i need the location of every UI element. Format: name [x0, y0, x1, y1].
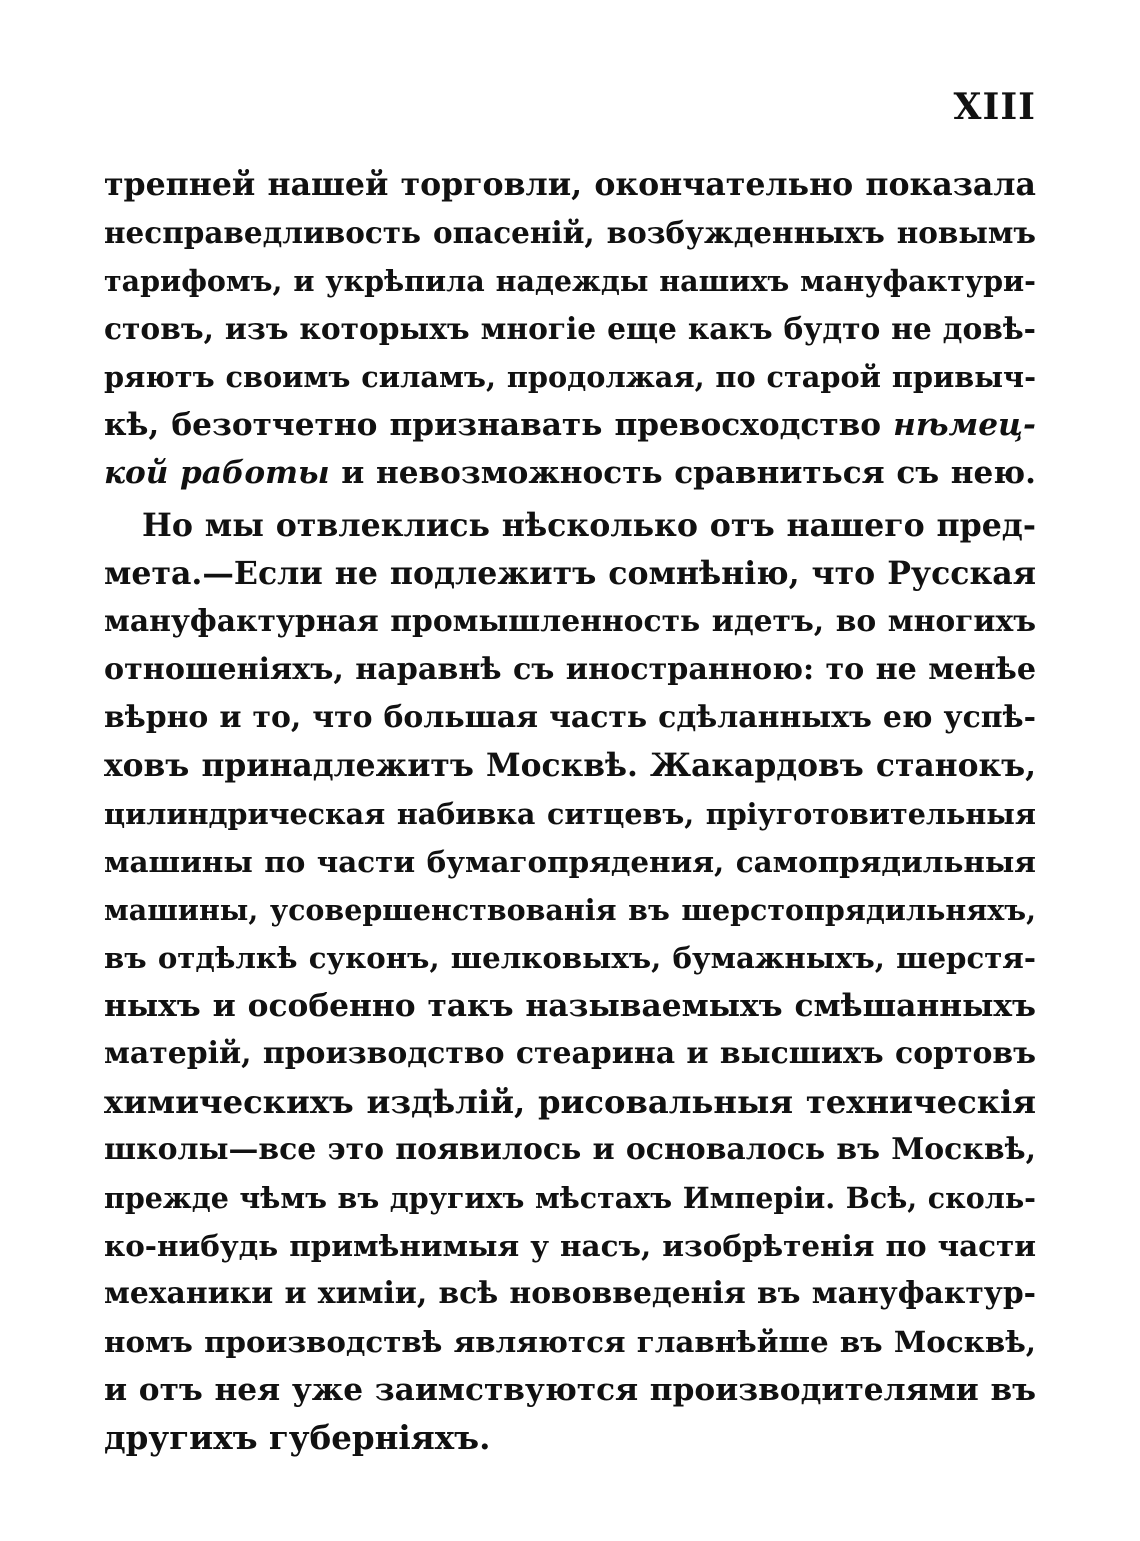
text-line: въ отдѣлкѣ суконъ, шелковыхъ, бумажныхъ, шерстя- — [104, 941, 1036, 975]
text-segment: кѣ, безотчетно признавать превосходство — [104, 407, 894, 443]
text-line: прежде чѣмъ въ другихъ мѣстахъ Имперіи. Всѣ, сколь- — [104, 1181, 1036, 1215]
text-line: отношеніяхъ, наравнѣ съ иностранною: то не менѣе — [104, 652, 1036, 687]
text-line: трепней нашей торговли, окончательно показала — [104, 166, 1036, 203]
text-line: ряютъ своимъ силамъ, продолжая, по старой привыч- — [104, 360, 1036, 394]
text-line: ко-нибудь примѣнимыя у насъ, изобрѣтенія по части — [104, 1228, 1036, 1263]
text-line: школы—все это появилось и основалось въ Москвѣ, — [104, 1132, 1036, 1167]
text-line: вѣрно и то, что большая часть сдѣланныхъ ею успѣ- — [104, 700, 1036, 735]
text-line: матерій, производство стеарина и высшихъ сортовъ — [104, 1036, 1036, 1071]
italic-text: нѣмец- — [893, 407, 1036, 443]
text-line: механики и химіи, всѣ нововведенія въ мануфактур- — [104, 1276, 1036, 1311]
text-line: номъ производствѣ являются главнѣйше въ Москвѣ, — [104, 1324, 1036, 1359]
text-line: ховъ принадлежитъ Москвѣ. Жакардовъ станокъ, — [104, 748, 1036, 784]
text-line: мета.—Если не подлежитъ сомнѣнію, что Русская — [104, 555, 1036, 592]
text-line: тарифомъ, и укрѣпила надежды нашихъ мануфактури- — [104, 264, 1036, 298]
text-line: и отъ нея уже заимствуются производителями въ — [104, 1372, 1036, 1408]
paragraph-2 — [104, 502, 1036, 1462]
paragraph-1 — [104, 161, 1036, 497]
text-line: несправедливость опасеній, возбужденныхъ новымъ — [104, 215, 1036, 250]
page-number: XIII — [953, 86, 1036, 128]
text-line: машины по части бумагопрядения, самопрядильныя — [104, 844, 1036, 879]
text-line: химическихъ издѣлій, рисовальныя техническія — [104, 1083, 1036, 1121]
text-line: стовъ, изъ которыхъ многіе еще какъ будто не довѣ- — [104, 311, 1036, 346]
text-line: цилиндрическая набивка ситцевъ, пріуготовительныя — [104, 797, 1036, 831]
text-line-mixed — [104, 449, 1036, 497]
text-line-first: Но мы отвлеклись нѣсколько отъ нашего пред- — [142, 507, 1036, 544]
text-line: ныхъ и особенно такъ называемыхъ смѣшанныхъ — [104, 988, 1036, 1024]
text-line: мануфактурная промышленность идетъ, во многихъ — [104, 604, 1036, 639]
text-line: машины, усовершенствованія въ шерстопрядильняхъ, — [104, 893, 1036, 927]
text-line-mixed — [104, 401, 1036, 449]
text-line-last: другихъ губерніяхъ. — [104, 1418, 491, 1457]
italic-text: кой работы — [104, 455, 330, 491]
text-segment: и невозможность сравниться съ нею. — [329, 455, 1036, 491]
